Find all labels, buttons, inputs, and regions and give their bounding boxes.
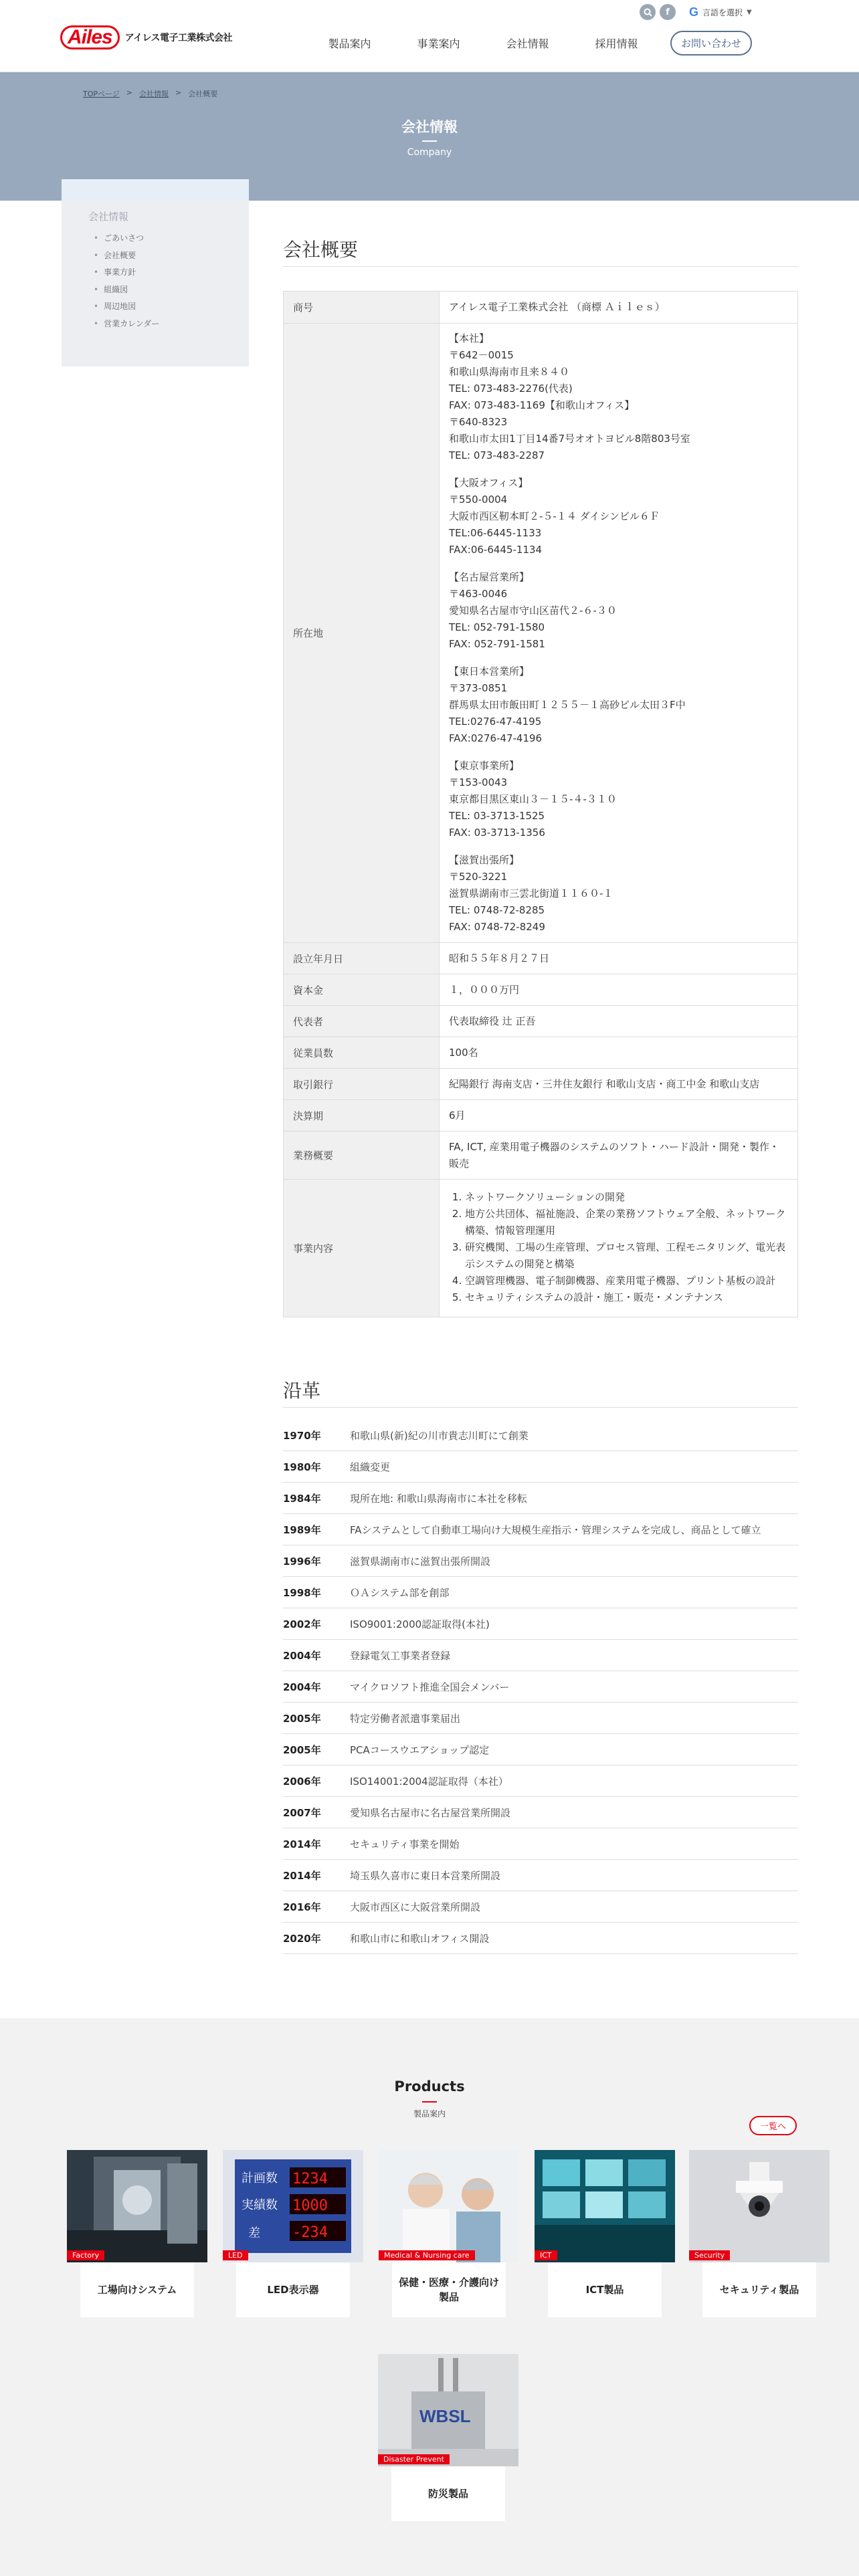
company-overview-table (283, 291, 798, 1317)
office-line: FAX: 0748-72-8249 (449, 921, 545, 933)
office-line: TEL: 0748-72-8285 (449, 904, 545, 916)
office-line: 〒642－0015 (449, 349, 514, 361)
product-name: セキュリティ製品 (702, 2262, 816, 2317)
row-key: 従業員数 (284, 1037, 440, 1069)
history-text: ISO9001:2000認証取得(本社) (350, 1618, 490, 1630)
led-value: -234 (292, 2224, 328, 2241)
history-year: 1970年 (283, 1429, 321, 1442)
product-image (67, 2150, 207, 2262)
led-label: 計画数 (242, 2171, 278, 2185)
history-year: 2020年 (283, 1932, 321, 1945)
sidebar-menu (94, 230, 159, 332)
row-key: 所在地 (284, 324, 440, 943)
office-line: 和歌山市太田1丁目14番7号オオトヨビル8階803号室 (449, 433, 690, 445)
page-title: 会社情報 (401, 119, 458, 135)
nav-recruit[interactable]: 採用情報 (595, 37, 638, 50)
history-text: 和歌山県(新)紀の川市貴志川町にて創業 (350, 1429, 529, 1442)
list-item: 1. ネットワークソリューションの開発 (465, 1189, 788, 1206)
row-key: 商号 (284, 292, 440, 324)
office-line: 東京都目黒区東山３－１５-４-３１０ (449, 793, 617, 805)
row-value: 紀陽銀行 海南支店・三井住友銀行 和歌山支店・商工中金 和歌山支店 (440, 1069, 798, 1100)
nav-company[interactable]: 会社情報 (506, 37, 549, 50)
products-title: Products (394, 2078, 465, 2095)
product-tag: Disaster Prevent (378, 2454, 450, 2464)
product-card-disaster[interactable] (378, 2354, 518, 2521)
language-select[interactable] (689, 5, 752, 19)
view-all-button[interactable]: 一覧へ (749, 2116, 797, 2135)
office-line: 大阪市西区靭本町２-５-１４ ダイシンビル６Ｆ (449, 510, 660, 522)
office-block (449, 758, 788, 841)
table-row (284, 974, 798, 1006)
breadcrumb-current: 会社概要 (188, 90, 218, 98)
led-value: 1234 (292, 2171, 328, 2187)
history-text: PCAコースウエアショップ認定 (350, 1743, 490, 1756)
table-row (284, 1132, 798, 1180)
sidebar-item-calendar[interactable]: • 営業カレンダー (94, 316, 159, 333)
history-row (283, 1765, 798, 1797)
breadcrumb-company[interactable]: 会社情報 (139, 90, 169, 98)
history-row (283, 1514, 798, 1545)
main-nav (314, 31, 752, 56)
product-card-security[interactable] (689, 2150, 830, 2317)
history-row (283, 1797, 798, 1828)
office-line: 和歌山県海南市且来８４０ (449, 366, 570, 378)
product-card-medical[interactable] (379, 2150, 519, 2317)
sidebar (62, 179, 249, 366)
office-line: 【東日本営業所】 (449, 665, 530, 677)
office-line: 〒373-0851 (449, 682, 508, 694)
office-line: 【大阪オフィス】 (449, 477, 529, 489)
table-row (284, 292, 798, 324)
row-key: 取引銀行 (284, 1069, 440, 1100)
history-year: 2006年 (283, 1775, 321, 1788)
product-image (223, 2150, 363, 2262)
history-text: 埼玉県久喜市に東日本営業所開設 (350, 1869, 501, 1882)
logo-mark: Ailes (60, 25, 120, 49)
office-line: TEL: 03-3713-1525 (449, 810, 545, 822)
history-row (283, 1891, 798, 1923)
office-line: 〒153-0043 (449, 776, 508, 788)
history-row (283, 1420, 798, 1451)
office-line: FAX:0276-47-4196 (449, 732, 543, 744)
product-tag: Medical & Nursing care (379, 2250, 475, 2260)
list-item: 4. 空調管理機器、電子制御機器、産業用電子機器、プリント基板の設計 (465, 1273, 788, 1289)
table-row (284, 1069, 798, 1100)
history-year: 1989年 (283, 1523, 321, 1536)
history-row (283, 1545, 798, 1577)
facebook-icon[interactable]: f (660, 4, 676, 20)
office-line: 【本社】 (449, 332, 490, 344)
nav-products[interactable]: 製品案内 (328, 37, 371, 50)
row-key: 業務概要 (284, 1132, 440, 1180)
row-value: １，０００万円 (440, 974, 798, 1006)
product-image (689, 2150, 830, 2262)
row-key: 設立年月日 (284, 943, 440, 974)
history-heading: 沿革 (283, 1376, 798, 1408)
page-subtitle: Company (407, 147, 452, 158)
history-text: マイクロソフト推進全国会メンバー (350, 1681, 510, 1693)
history-text: 組織変更 (350, 1461, 391, 1473)
history-year: 2005年 (283, 1712, 321, 1725)
product-name: LED表示器 (236, 2262, 350, 2317)
title-underline (422, 140, 437, 142)
product-card-ict[interactable] (535, 2150, 675, 2317)
google-icon: G (689, 5, 699, 19)
history-text: 愛知県名古屋市に名古屋営業所開設 (350, 1806, 511, 1819)
product-tag: ICT (535, 2250, 557, 2260)
row-key: 資本金 (284, 974, 440, 1006)
history-row (283, 1577, 798, 1608)
product-tag: Security (689, 2250, 730, 2260)
product-name: 保健・医療・介護向け製品 (392, 2262, 506, 2317)
office-line: FAX: 03-3713-1356 (449, 827, 545, 839)
history-list (283, 1420, 798, 1954)
office-line: TEL: 073-483-2276(代表) (449, 383, 573, 395)
site-header (0, 0, 859, 72)
list-item: 5. セキュリティシステムの設計・施工・販売・メンテナンス (465, 1289, 788, 1306)
breadcrumb (83, 88, 217, 99)
table-row (284, 1100, 798, 1132)
office-line: 〒640-8323 (449, 416, 508, 428)
products-subtitle: 製品案内 (413, 2109, 446, 2119)
office-line: TEL:06-6445-1133 (449, 527, 542, 539)
table-row (284, 943, 798, 974)
history-row (283, 1860, 798, 1891)
breadcrumb-separator: > (175, 88, 182, 97)
products-underline (422, 2101, 437, 2103)
history-text: 現所在地: 和歌山県海南市に本社を移転 (350, 1492, 527, 1505)
top-utility (640, 4, 752, 20)
product-card-led[interactable] (223, 2150, 363, 2317)
business-cell (440, 1180, 798, 1317)
business-list (465, 1189, 788, 1306)
history-row (283, 1608, 798, 1640)
search-icon[interactable] (640, 4, 656, 20)
history-row (283, 1640, 798, 1671)
product-name: 工場向けシステム (80, 2262, 194, 2317)
office-line: 【東京事業所】 (449, 760, 520, 772)
history-year: 2005年 (283, 1743, 321, 1756)
list-item: 3. 研究機関、工場の生産管理、プロセス管理、工程モニタリング、電光表示システムの開発と構築 (465, 1239, 788, 1273)
office-line: 滋賀県湖南市三雲北街道１１６０-１ (449, 887, 613, 899)
sidebar-item-overview[interactable]: • 会社概要 (94, 247, 159, 265)
company-name: アイレス電子工業株式会社 (124, 33, 233, 43)
list-item: 2. 地方公共団体、福祉施設、企業の業務ソフトウェア全般、ネットワーク構築、情報管理運用 (465, 1206, 788, 1239)
history-year: 1998年 (283, 1586, 321, 1599)
history-year: 2004年 (283, 1649, 321, 1662)
history-year: 1984年 (283, 1492, 321, 1505)
history-text: 登録電気工事業者登録 (350, 1649, 451, 1662)
history-year: 2014年 (283, 1869, 321, 1882)
office-block (449, 475, 788, 558)
nav-business[interactable]: 事業案内 (417, 37, 460, 50)
row-key: 事業内容 (284, 1180, 440, 1317)
history-text: 和歌山市に和歌山オフィス開設 (350, 1932, 490, 1945)
office-block (449, 852, 788, 936)
product-image (535, 2150, 675, 2262)
office-line: TEL:0276-47-4195 (449, 716, 542, 728)
row-key: 決算期 (284, 1100, 440, 1132)
office-line: 〒550-0004 (449, 494, 508, 506)
history-year: 2004年 (283, 1681, 321, 1693)
office-line: TEL: 052-791-1580 (449, 621, 545, 633)
office-line: 【名古屋営業所】 (449, 571, 530, 583)
office-block (449, 569, 788, 653)
product-image (379, 2150, 519, 2262)
product-image (378, 2354, 518, 2466)
office-line: 〒463-0046 (449, 588, 508, 600)
product-card-factory[interactable] (67, 2150, 207, 2317)
row-value: 代表取締役 辻 正吾 (440, 1006, 798, 1037)
row-value: 6月 (440, 1100, 798, 1132)
office-line: FAX:06-6445-1134 (449, 544, 543, 556)
sidebar-item-map[interactable]: • 周辺地図 (94, 298, 159, 316)
led-label: 差 (248, 2226, 260, 2240)
row-value: 昭和５５年８月２７日 (440, 943, 798, 974)
history-year: 1980年 (283, 1461, 321, 1473)
office-block (449, 663, 788, 747)
sidebar-category[interactable]: 会社情報 (88, 211, 129, 223)
product-name: 防災製品 (391, 2466, 505, 2521)
history-year: 2016年 (283, 1901, 321, 1913)
history-text: 滋賀県湖南市に滋賀出張所開設 (350, 1555, 491, 1568)
history-row (283, 1483, 798, 1514)
office-line: 【滋賀出張所】 (449, 854, 520, 866)
table-row (284, 1006, 798, 1037)
contact-button[interactable]: お問い合わせ (670, 31, 752, 56)
sidebar-item-org-chart[interactable]: • 組織図 (94, 282, 159, 299)
history-year: 1996年 (283, 1555, 321, 1568)
office-line: 〒520-3221 (449, 871, 508, 883)
led-value: 1000 (292, 2197, 328, 2214)
history-text: セキュリティ事業を開始 (350, 1838, 460, 1850)
history-row (283, 1671, 798, 1703)
history-year: 2002年 (283, 1618, 321, 1630)
language-select-label: 言語を選択 (702, 7, 743, 17)
breadcrumb-separator: > (126, 88, 133, 97)
company-logo[interactable] (60, 25, 232, 49)
history-year: 2007年 (283, 1806, 321, 1819)
history-row (283, 1451, 798, 1483)
sidebar-top (62, 179, 249, 201)
table-row (284, 1037, 798, 1069)
product-tag: LED (223, 2250, 248, 2260)
history-year: 2014年 (283, 1838, 321, 1850)
sidebar-item-policy[interactable]: • 事業方針 (94, 264, 159, 282)
history-row (283, 1828, 798, 1860)
history-text: FAシステムとして自動車工場向け大規模生産指示・管理システムを完成し、商品として確立 (350, 1523, 761, 1536)
breadcrumb-top[interactable]: TOPページ (83, 90, 120, 98)
history-row (283, 1734, 798, 1765)
office-line: 群馬県太田市飯田町１２５５－１高砂ビル太田３F中 (449, 699, 686, 711)
chevron-down-icon: ▼ (747, 8, 752, 16)
office-line: TEL: 073-483-2287 (449, 449, 545, 461)
history-row (283, 1923, 798, 1954)
history-text: 特定労働者派遣事業届出 (350, 1712, 461, 1725)
table-row (284, 324, 798, 943)
product-tag: Factory (67, 2250, 104, 2260)
history-text: ＯＡシステム部を創部 (350, 1586, 450, 1599)
address-cell (440, 324, 798, 943)
table-row (284, 1180, 798, 1317)
product-sign: WBSL (419, 2406, 471, 2426)
office-block (449, 330, 788, 464)
row-value: 100名 (440, 1037, 798, 1069)
history-row (283, 1703, 798, 1734)
row-key: 代表者 (284, 1006, 440, 1037)
history-text: ISO14001:2004認証取得（本社） (350, 1775, 508, 1788)
office-line: 愛知県名古屋市守山区苗代２-６-３０ (449, 605, 617, 617)
overview-heading: 会社概要 (283, 235, 798, 267)
row-value: アイレス電子工業株式会社 （商標 Ａｉｌｅｓ） (440, 292, 798, 324)
product-name: ICT製品 (548, 2262, 662, 2317)
office-line: FAX: 073-483-1169【和歌山オフィス】 (449, 399, 635, 411)
sidebar-item-greeting[interactable]: • ごあいさつ (94, 230, 159, 247)
office-line: FAX: 052-791-1581 (449, 638, 545, 650)
products-section (0, 2018, 859, 2576)
row-value: FA, ICT, 産業用電子機器のシステムのソフト・ハード設計・開発・製作・販売 (440, 1132, 798, 1180)
led-label: 実績数 (242, 2198, 278, 2212)
history-text: 大阪市西区に大阪営業所開設 (350, 1901, 481, 1913)
